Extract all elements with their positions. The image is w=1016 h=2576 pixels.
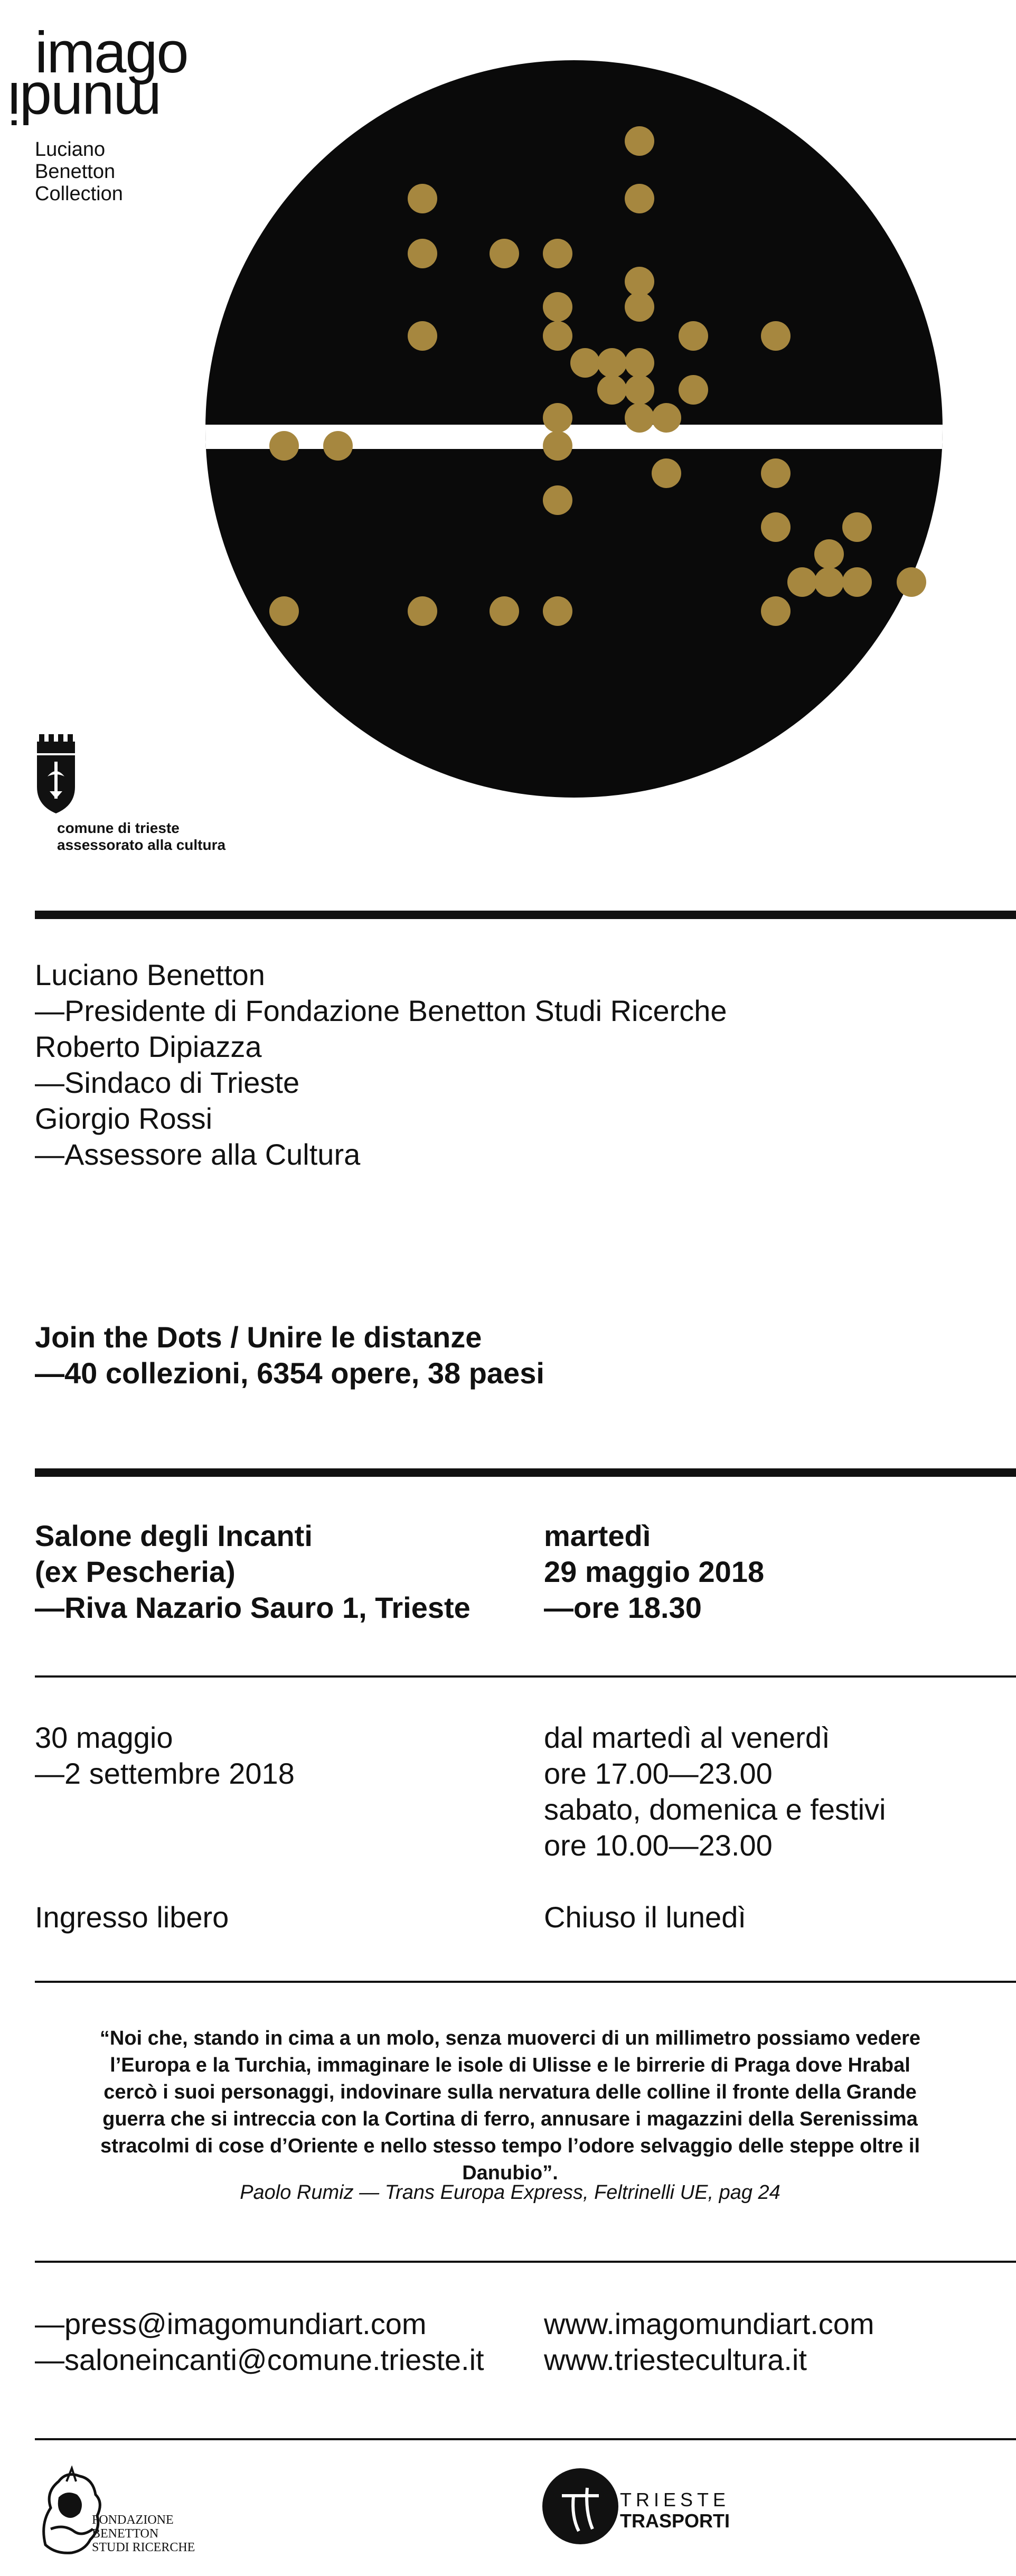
artwork-dot bbox=[543, 403, 572, 433]
artwork-dot bbox=[269, 596, 299, 626]
website-link[interactable]: www.triestecultura.it bbox=[544, 2343, 807, 2376]
artwork-dot bbox=[597, 375, 627, 405]
artwork-dot bbox=[652, 403, 681, 433]
artwork-dot bbox=[897, 567, 926, 597]
artwork-dot bbox=[761, 321, 791, 351]
email-link[interactable]: —press@imagomundiart.com bbox=[35, 2307, 427, 2340]
opening-line: martedì bbox=[544, 1519, 651, 1552]
divider bbox=[35, 911, 1016, 919]
logo-word-imago: imago bbox=[35, 20, 188, 85]
venue-block bbox=[35, 1518, 471, 1626]
website-link[interactable]: www.imagomundiart.com bbox=[544, 2307, 874, 2340]
municipality-logo bbox=[35, 734, 77, 816]
venue-line: Salone degli Incanti bbox=[35, 1519, 313, 1552]
artwork-dot bbox=[679, 375, 708, 405]
host-role: —Presidente di Fondazione Benetton Studi Ricerche bbox=[35, 994, 727, 1027]
opening-line: —ore 18.30 bbox=[544, 1591, 702, 1624]
logo-word-mundi-mirrored: mundi bbox=[8, 70, 162, 135]
artwork-dot bbox=[814, 539, 844, 569]
artwork-dot bbox=[652, 458, 681, 488]
artwork-dot bbox=[543, 292, 572, 322]
divider bbox=[35, 1981, 1016, 1983]
contact-emails bbox=[35, 2306, 484, 2378]
artwork-dot bbox=[408, 184, 437, 213]
divider bbox=[35, 2261, 1016, 2263]
hours-line: ore 10.00—23.00 bbox=[544, 1829, 773, 1862]
hosts-list bbox=[35, 957, 727, 1173]
artwork-dot bbox=[543, 485, 572, 515]
hours-line: dal martedì al venerdì bbox=[544, 1721, 830, 1754]
contact-websites bbox=[544, 2306, 874, 2378]
logo-collection-line: Collection bbox=[35, 183, 123, 205]
artwork-dot bbox=[842, 512, 872, 542]
artwork-dot bbox=[543, 321, 572, 351]
artwork-dot bbox=[543, 596, 572, 626]
artwork-dot bbox=[625, 403, 654, 433]
trasporti-line-trieste: TRIESTE bbox=[620, 2489, 730, 2511]
trasporti-line-trasporti: TRASPORTI bbox=[620, 2510, 730, 2532]
host-name: Luciano Benetton bbox=[35, 958, 265, 991]
artwork-dot bbox=[570, 348, 600, 378]
email-link[interactable]: —saloneincanti@comune.trieste.it bbox=[35, 2343, 484, 2376]
artwork-dot bbox=[597, 348, 627, 378]
artwork-dot bbox=[408, 321, 437, 351]
venue-line: —Riva Nazario Sauro 1, Trieste bbox=[35, 1591, 471, 1624]
exhibition-title-block bbox=[35, 1319, 544, 1391]
quote-credit: Paolo Rumiz — Trans Europa Express, Feltrinelli UE, pag 24 bbox=[240, 2181, 780, 2204]
host-name: Roberto Dipiazza bbox=[35, 1030, 262, 1063]
artwork-dot bbox=[679, 321, 708, 351]
opening-line: 29 maggio 2018 bbox=[544, 1555, 765, 1588]
divider bbox=[35, 2438, 1016, 2440]
artwork-dot bbox=[625, 292, 654, 322]
artwork-dot bbox=[625, 184, 654, 213]
venue-line: (ex Pescheria) bbox=[35, 1555, 236, 1588]
exhibition-title: Join the Dots / Unire le distanze bbox=[35, 1320, 482, 1354]
logo-collection-line: Luciano bbox=[35, 138, 106, 161]
hours-block bbox=[544, 1720, 886, 1863]
artwork-dot bbox=[842, 567, 872, 597]
fondazione-text bbox=[92, 2513, 195, 2554]
fondazione-benetton-logo bbox=[35, 2466, 204, 2561]
fondazione-line: FONDAZIONE bbox=[92, 2513, 174, 2527]
artwork-dot bbox=[761, 458, 791, 488]
entry-info: Ingresso libero bbox=[35, 1900, 229, 1934]
exhibition-subtitle: —40 collezioni, 6354 opere, 38 paesi bbox=[35, 1356, 544, 1390]
trieste-trasporti-logo bbox=[541, 2467, 763, 2551]
host-role: —Sindaco di Trieste bbox=[35, 1066, 300, 1099]
opening-block bbox=[544, 1518, 764, 1626]
artwork-dot bbox=[625, 348, 654, 378]
artwork-dot bbox=[625, 267, 654, 296]
fondazione-line: STUDI RICERCHE bbox=[92, 2541, 195, 2554]
artwork-dot bbox=[269, 431, 299, 461]
date-line: 30 maggio bbox=[35, 1721, 173, 1754]
artwork-dot bbox=[408, 596, 437, 626]
municipality-line: comune di trieste bbox=[57, 820, 180, 836]
artwork-dot bbox=[761, 596, 791, 626]
artwork-dot bbox=[490, 239, 519, 268]
dates-block bbox=[35, 1720, 295, 1792]
logo-collection-line: Benetton bbox=[35, 161, 116, 183]
artwork-dot bbox=[761, 512, 791, 542]
join-the-dots-artwork bbox=[0, 0, 1016, 866]
trieste-coat-of-arms-icon bbox=[35, 734, 77, 813]
artwork-white-band bbox=[201, 425, 951, 449]
divider bbox=[35, 1675, 1016, 1678]
artwork-dot bbox=[625, 126, 654, 156]
quote-text: “Noi che, stando in cima a un molo, senza muoverci di un millimetro possiamo vedere l’Europa e la Turchia, immaginare le isole di Ulisse e le birrerie di Praga dove Hrabal cercò i suoi personaggi, indovinare sulla nervatura delle colline il fronte della Grande guerra che si intreccia con la Cortina di ferro, annusare i magazzini della Serenissima stracolmi di cose d’Oriente e nello stesso tempo l’odore selvaggio delle steppe oltre il Danubio”. bbox=[99, 2027, 921, 2184]
hours-line: ore 17.00—23.00 bbox=[544, 1757, 773, 1790]
hours-line: sabato, domenica e festivi bbox=[544, 1793, 886, 1826]
trieste-trasporti-emblem-icon bbox=[541, 2467, 620, 2546]
date-line: —2 settembre 2018 bbox=[35, 1757, 295, 1790]
artwork-dot bbox=[323, 431, 353, 461]
artwork-dot bbox=[814, 567, 844, 597]
municipality-text bbox=[57, 820, 225, 854]
fondazione-line: BENETTON bbox=[92, 2527, 159, 2541]
artwork-dot bbox=[787, 567, 817, 597]
municipality-line: assessorato alla cultura bbox=[57, 837, 226, 853]
artwork-dot bbox=[408, 239, 437, 268]
closed-info: Chiuso il lunedì bbox=[544, 1900, 746, 1934]
artwork-dot bbox=[543, 431, 572, 461]
artwork-dot bbox=[490, 596, 519, 626]
divider bbox=[35, 1468, 1016, 1477]
artwork-dot bbox=[625, 375, 654, 405]
host-role: —Assessore alla Cultura bbox=[35, 1138, 361, 1171]
artwork-dot bbox=[543, 239, 572, 268]
host-name: Giorgio Rossi bbox=[35, 1102, 213, 1135]
